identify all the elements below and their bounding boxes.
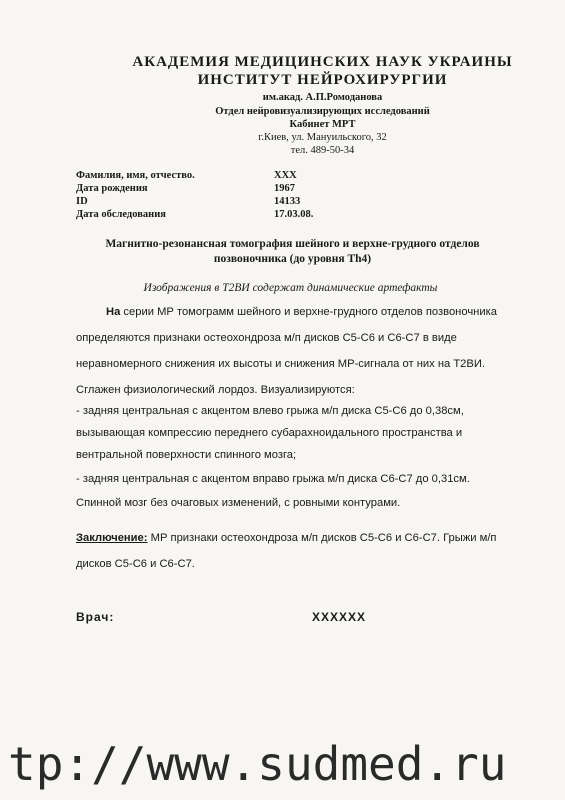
- findings-line-8: - задняя центральная с акцентом вправо грыжа м/п диска С6-С7 до 0,31см.: [76, 473, 470, 485]
- doctor-label: Врач:: [76, 610, 115, 624]
- findings-line-2: определяются признаки остеохондроза м/п дисков С5-С6 и С6-С7 в виде: [76, 332, 457, 344]
- patient-name-label: Фамилия, имя, отчество.: [76, 170, 195, 181]
- exam-date-row: [76, 209, 313, 220]
- header-address: г.Киев, ул. Мануильского, 32: [258, 132, 387, 143]
- exam-date-value: 17.03.08.: [274, 209, 314, 220]
- patient-name-value: XXX: [274, 170, 297, 181]
- findings-line-6: вызывающая компрессию переднего субарахноидального пространства и: [76, 427, 463, 439]
- header-cabinet: Кабинет МРТ: [289, 119, 356, 130]
- findings-line-1-text: серии МР томограмм шейного и верхне-грудного отделов позвоночника: [120, 306, 497, 318]
- id-row: [76, 196, 300, 207]
- header-phone: тел. 489-50-34: [290, 145, 355, 156]
- findings-line-5: - задняя центральная с акцентом влево грыжа м/п диска С5-С6 до 0,38см,: [76, 405, 464, 417]
- conclusion-text-1: МР признаки остеохондроза м/п дисков С5-С6 и С6-С7. Грыжи м/п: [147, 532, 497, 544]
- header-institute: ИНСТИТУТ НЕЙРОХИРУРГИИ: [197, 72, 448, 88]
- birth-date-label: Дата рождения: [76, 183, 148, 194]
- id-value: 14133: [274, 196, 301, 207]
- artifact-note: Изображения в Т2ВИ содержат динамические артефакты: [143, 282, 438, 294]
- report-title-line1: Магнитно-резонансная томография шейного и верхне-грудного отделов: [105, 238, 480, 250]
- findings-line-9: Спинной мозг без очаговых изменений, с ровными контурами.: [76, 497, 401, 509]
- patient-name-row: [76, 170, 297, 181]
- doctor-name: XXXXXX: [312, 610, 367, 624]
- conclusion-label: Заключение:: [76, 532, 148, 544]
- conclusion-line-1: [76, 532, 497, 544]
- id-label: ID: [76, 196, 88, 207]
- birth-date-value: 1967: [274, 183, 295, 194]
- header-named-after: им.акад. А.П.Ромоданова: [262, 92, 383, 103]
- findings-line-1: [106, 306, 497, 318]
- findings-line-4: Сглажен физиологический лордоз. Визуализируются:: [76, 384, 355, 396]
- findings-lead: На: [106, 306, 121, 318]
- exam-date-label: Дата обследования: [76, 209, 166, 220]
- report-title-line2: позвоночника (до уровня Th4): [213, 253, 372, 265]
- findings-line-7: вентральной поверхности спинного мозга;: [76, 449, 297, 461]
- header-department: Отдел нейровизуализирующих исследований: [215, 106, 430, 117]
- conclusion-line-2: дисков С5-С6 и С6-С7.: [76, 558, 195, 570]
- watermark-url: tp://www.sudmed.ru: [8, 737, 507, 791]
- findings-line-3: неравномерного снижения их высоты и снижения МР-сигнала от них на Т2ВИ.: [76, 358, 485, 370]
- header-academy: АКАДЕМИЯ МЕДИЦИНСКИХ НАУК УКРАИНЫ: [132, 54, 513, 70]
- birth-date-row: [76, 183, 295, 194]
